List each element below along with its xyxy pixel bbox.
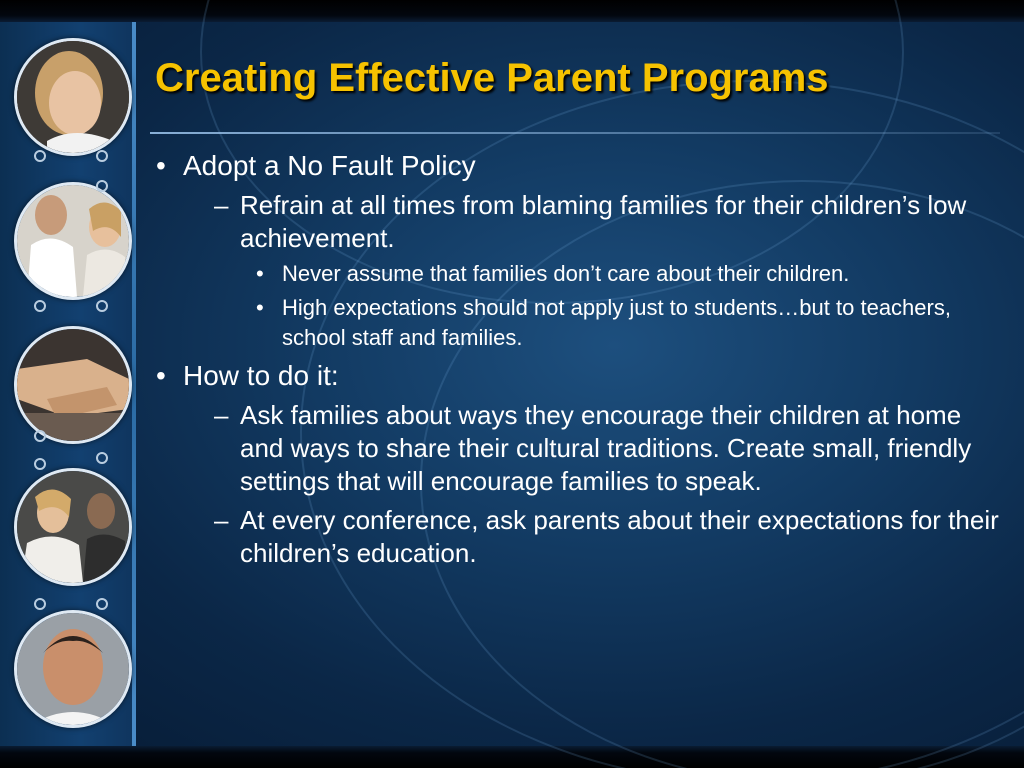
slide-title: Creating Effective Parent Programs: [155, 56, 829, 100]
bullet-item: [150, 504, 1000, 570]
bullet-text: Never assume that families don’t care about their children.: [282, 261, 850, 286]
bullet-marker: •: [156, 150, 166, 181]
sidebar-edge: [132, 22, 136, 746]
decorative-ring: [34, 150, 46, 162]
decorative-ring: [34, 598, 46, 610]
photo-woman-smiling: [14, 38, 132, 156]
bullet-text: At every conference, ask parents about their expectations for their children’s education.: [240, 505, 999, 568]
bullet-item: [150, 149, 1000, 183]
bullet-item: [150, 293, 1000, 353]
decorative-ring: [96, 598, 108, 610]
decorative-ring: [96, 150, 108, 162]
bullet-item: [150, 259, 1000, 289]
bullet-list: [150, 143, 1000, 570]
bullet-marker: •: [256, 295, 264, 320]
bullet-marker: –: [214, 400, 229, 430]
bullet-text: Ask families about ways they encourage their children at home and ways to share their cultural traditions. Create small, friendly settings that will encourage families to speak.: [240, 400, 972, 496]
photo-man-smiling: [14, 610, 132, 728]
photo-handshake: [14, 326, 132, 444]
bullet-marker: –: [214, 190, 229, 220]
title-divider: [150, 132, 1000, 134]
photo-parent-teacher: [14, 182, 132, 300]
decorative-ring: [96, 452, 108, 464]
decorative-ring: [34, 430, 46, 442]
bullet-item: [150, 399, 1000, 498]
bullet-text: High expectations should not apply just to students…but to teachers, school staff and families.: [282, 295, 951, 350]
decorative-ring: [96, 300, 108, 312]
photo-meeting: [14, 468, 132, 586]
bullet-item: [150, 359, 1000, 393]
bullet-item: [150, 189, 1000, 255]
bullet-marker: •: [256, 261, 264, 286]
bullet-text: Refrain at all times from blaming families for their children’s low achievement.: [240, 190, 967, 253]
bullet-text: How to do it:: [183, 360, 339, 391]
decorative-ring: [34, 458, 46, 470]
decorative-ring: [96, 180, 108, 192]
bullet-marker: –: [214, 505, 229, 535]
bullet-marker: •: [156, 360, 166, 391]
decorative-ring: [34, 300, 46, 312]
bullet-text: Adopt a No Fault Policy: [183, 150, 476, 181]
